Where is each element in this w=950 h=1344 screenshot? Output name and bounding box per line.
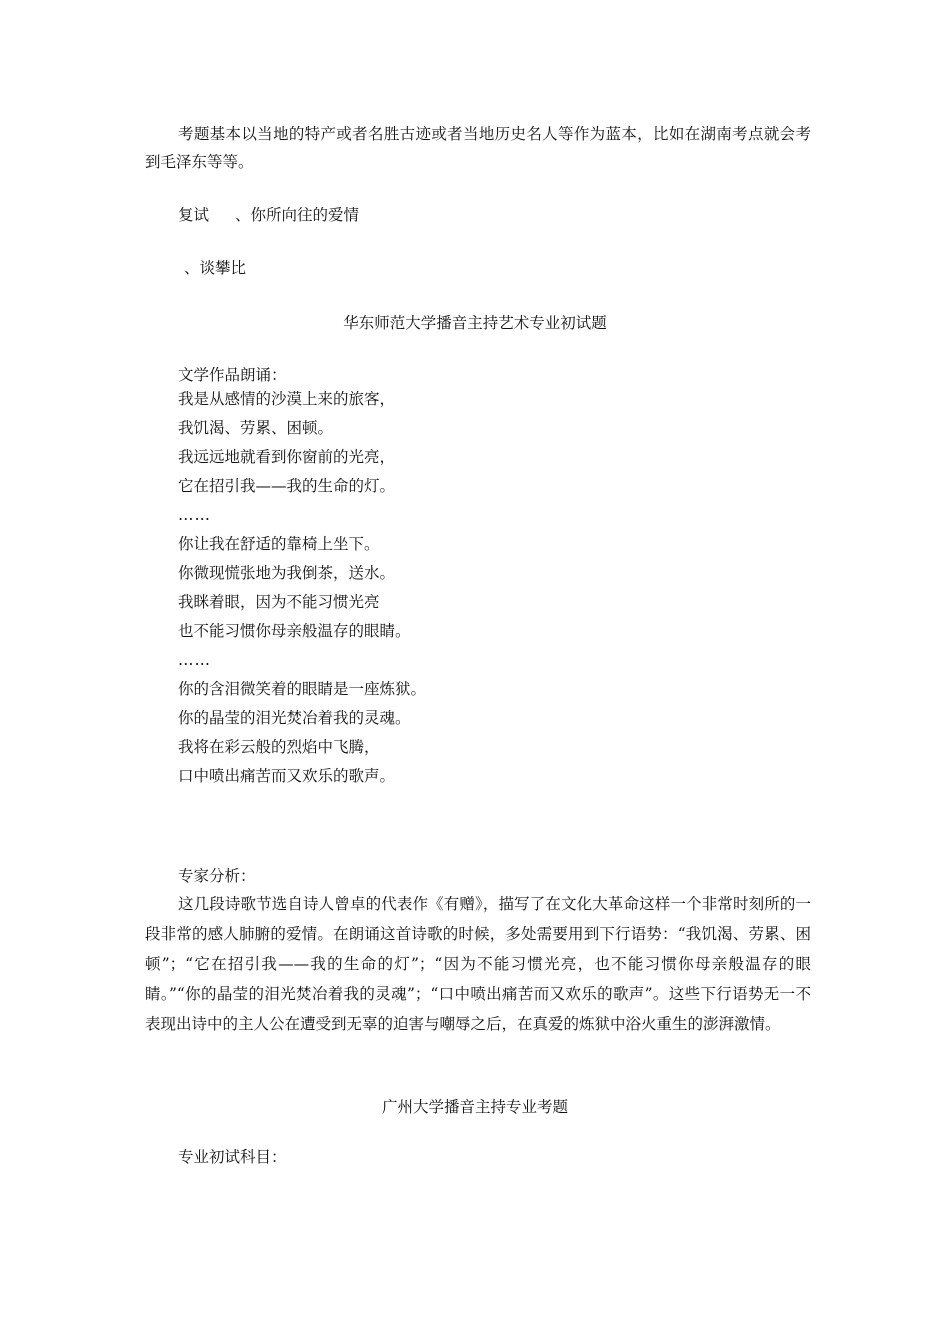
guangzhou-title: 广州大学播音主持专业考题 [381,1098,568,1116]
poem-ellipsis: …… [178,651,211,669]
analysis-paragraph: 这几段诗歌节选自诗人曾卓的代表作《有赠》，描写了在文化大革命这样一个非常时刻所的一段非常的感人肺腑的爱情。在朗诵这首诗歌的时候，多处需要用到下行语势：“我饥渴、劳累、困顿”；“它在招引我——我的生命的灯”；“因为不能习惯光亮，也不能习惯你母亲般温存的眼睛。”“你的晶莹的泪光焚冶着我的灵魂”；“口中喷出痛苦而又欢乐的歌声”。这些下行语势无一不表现出诗中的主人公在遭受到无辜的迫害与嘲辱之后，在真爱的炼狱中浴火重生的澎湃激情。 [145,895,811,1033]
retest-item-1: 、你所向往的爱情 [235,206,360,224]
ecnu-title: 华东师范大学播音主持艺术专业初试题 [343,314,607,332]
poem-line: 我眯着眼，因为不能习惯光亮 [178,593,380,611]
poem-line: 你的含泪微笑着的眼睛是一座炼狱。 [178,680,427,698]
poem-line: 也不能习惯你母亲般温存的眼睛。 [178,622,411,640]
poem-line: 你让我在舒适的靠椅上坐下。 [178,535,380,553]
retest-line [178,203,359,225]
poem [178,385,426,791]
poem-ellipsis: …… [178,506,211,524]
poem-line: 我远远地就看到你窗前的光亮， [178,448,396,466]
retest-item-2: 、谈攀比 [184,259,247,277]
ecnu-section-label: 文学作品朗诵： [178,366,287,384]
poem-line: 我是从感情的沙漠上来的旅客， [178,390,396,408]
poem-line: 我饥渴、劳累、困顿。 [178,419,334,437]
intro-paragraph: 考题基本以当地的特产或者名胜古迹或者当地历史名人等作为蓝本，比如在湖南考点就会考到毛泽东等等。 [145,125,811,171]
poem-line: 你的晶莹的泪光焚冶着我的灵魂。 [178,709,411,727]
poem-line: 口中喷出痛苦而又欢乐的歌声。 [178,767,396,785]
retest-label: 复试 [178,206,210,224]
poem-line: 你微现慌张地为我倒茶，送水。 [178,564,396,582]
poem-line: 它在招引我——我的生命的灯。 [178,477,396,495]
poem-line: 我将在彩云般的烈焰中飞腾， [178,738,380,756]
guangzhou-section-label: 专业初试科目： [178,1148,287,1166]
analysis-label: 专家分析： [178,867,256,885]
